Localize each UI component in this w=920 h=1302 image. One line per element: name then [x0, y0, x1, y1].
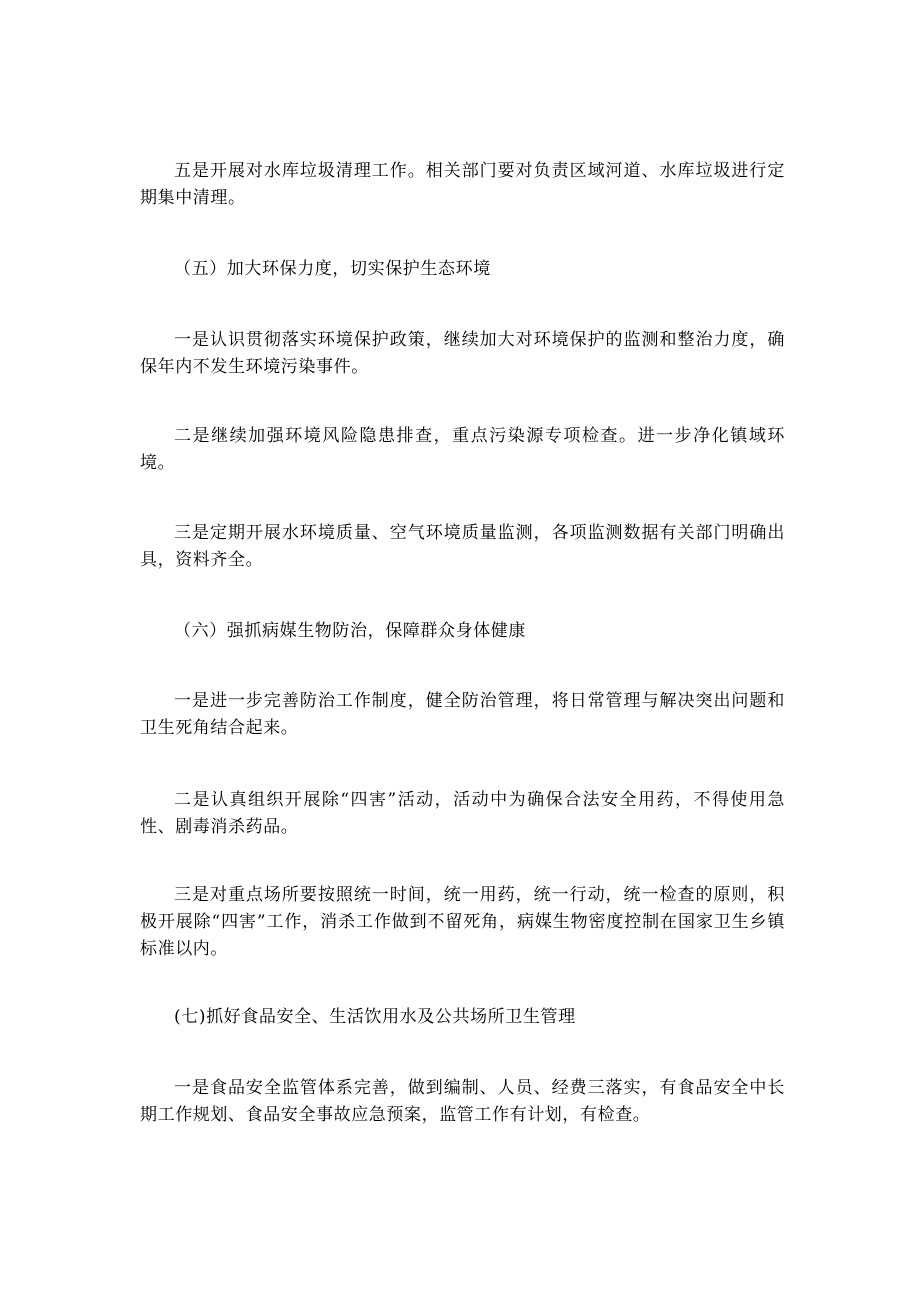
- section-heading-6: （六）强抓病媒生物防治，保障群众身体健康: [174, 621, 526, 641]
- paragraph-reservoir-cleanup: 五是开展对水库垃圾清理工作。相关部门要对负责区域河道、水库垃圾进行定期集中清理。: [140, 161, 785, 208]
- paragraph-key-places: 三是对重点场所要按照统一时间，统一用药，统一行动，统一检查的原则，积极开展除“四害”工作，消杀工作做到不留死角，病媒生物密度控制在国家卫生乡镇标准以内。: [140, 885, 785, 959]
- paragraph-env-policy: 一是认识贯彻落实环境保护政策，继续加大对环境保护的监测和整治力度，确保年内不发生环境污染事件。: [140, 330, 785, 377]
- section-heading-5: （五）加大环保力度，切实保护生态环境: [174, 259, 491, 279]
- paragraph-control-system: 一是进一步完善防治工作制度，健全防治管理，将日常管理与解决突出问题和卫生死角结合起来。: [140, 691, 785, 738]
- paragraph-quality-monitoring: 三是定期开展水环境质量、空气环境质量监测，各项监测数据有关部门明确出具，资料齐全。: [140, 523, 785, 570]
- paragraph-four-pests: 二是认真组织开展除“四害”活动，活动中为确保合法安全用药，不得使用急性、剧毒消杀药品。: [140, 790, 785, 837]
- section-heading-7: (七)抓好食品安全、生活饮用水及公共场所卫生管理: [174, 1007, 576, 1027]
- paragraph-risk-check: 二是继续加强环境风险隐患排查，重点污染源专项检查。进一步净化镇域环境。: [140, 426, 785, 473]
- paragraph-food-safety: 一是食品安全监管体系完善，做到编制、人员、经费三落实，有食品安全中长期工作规划、食品安全事故应急预案，监管工作有计划，有检查。: [140, 1078, 785, 1125]
